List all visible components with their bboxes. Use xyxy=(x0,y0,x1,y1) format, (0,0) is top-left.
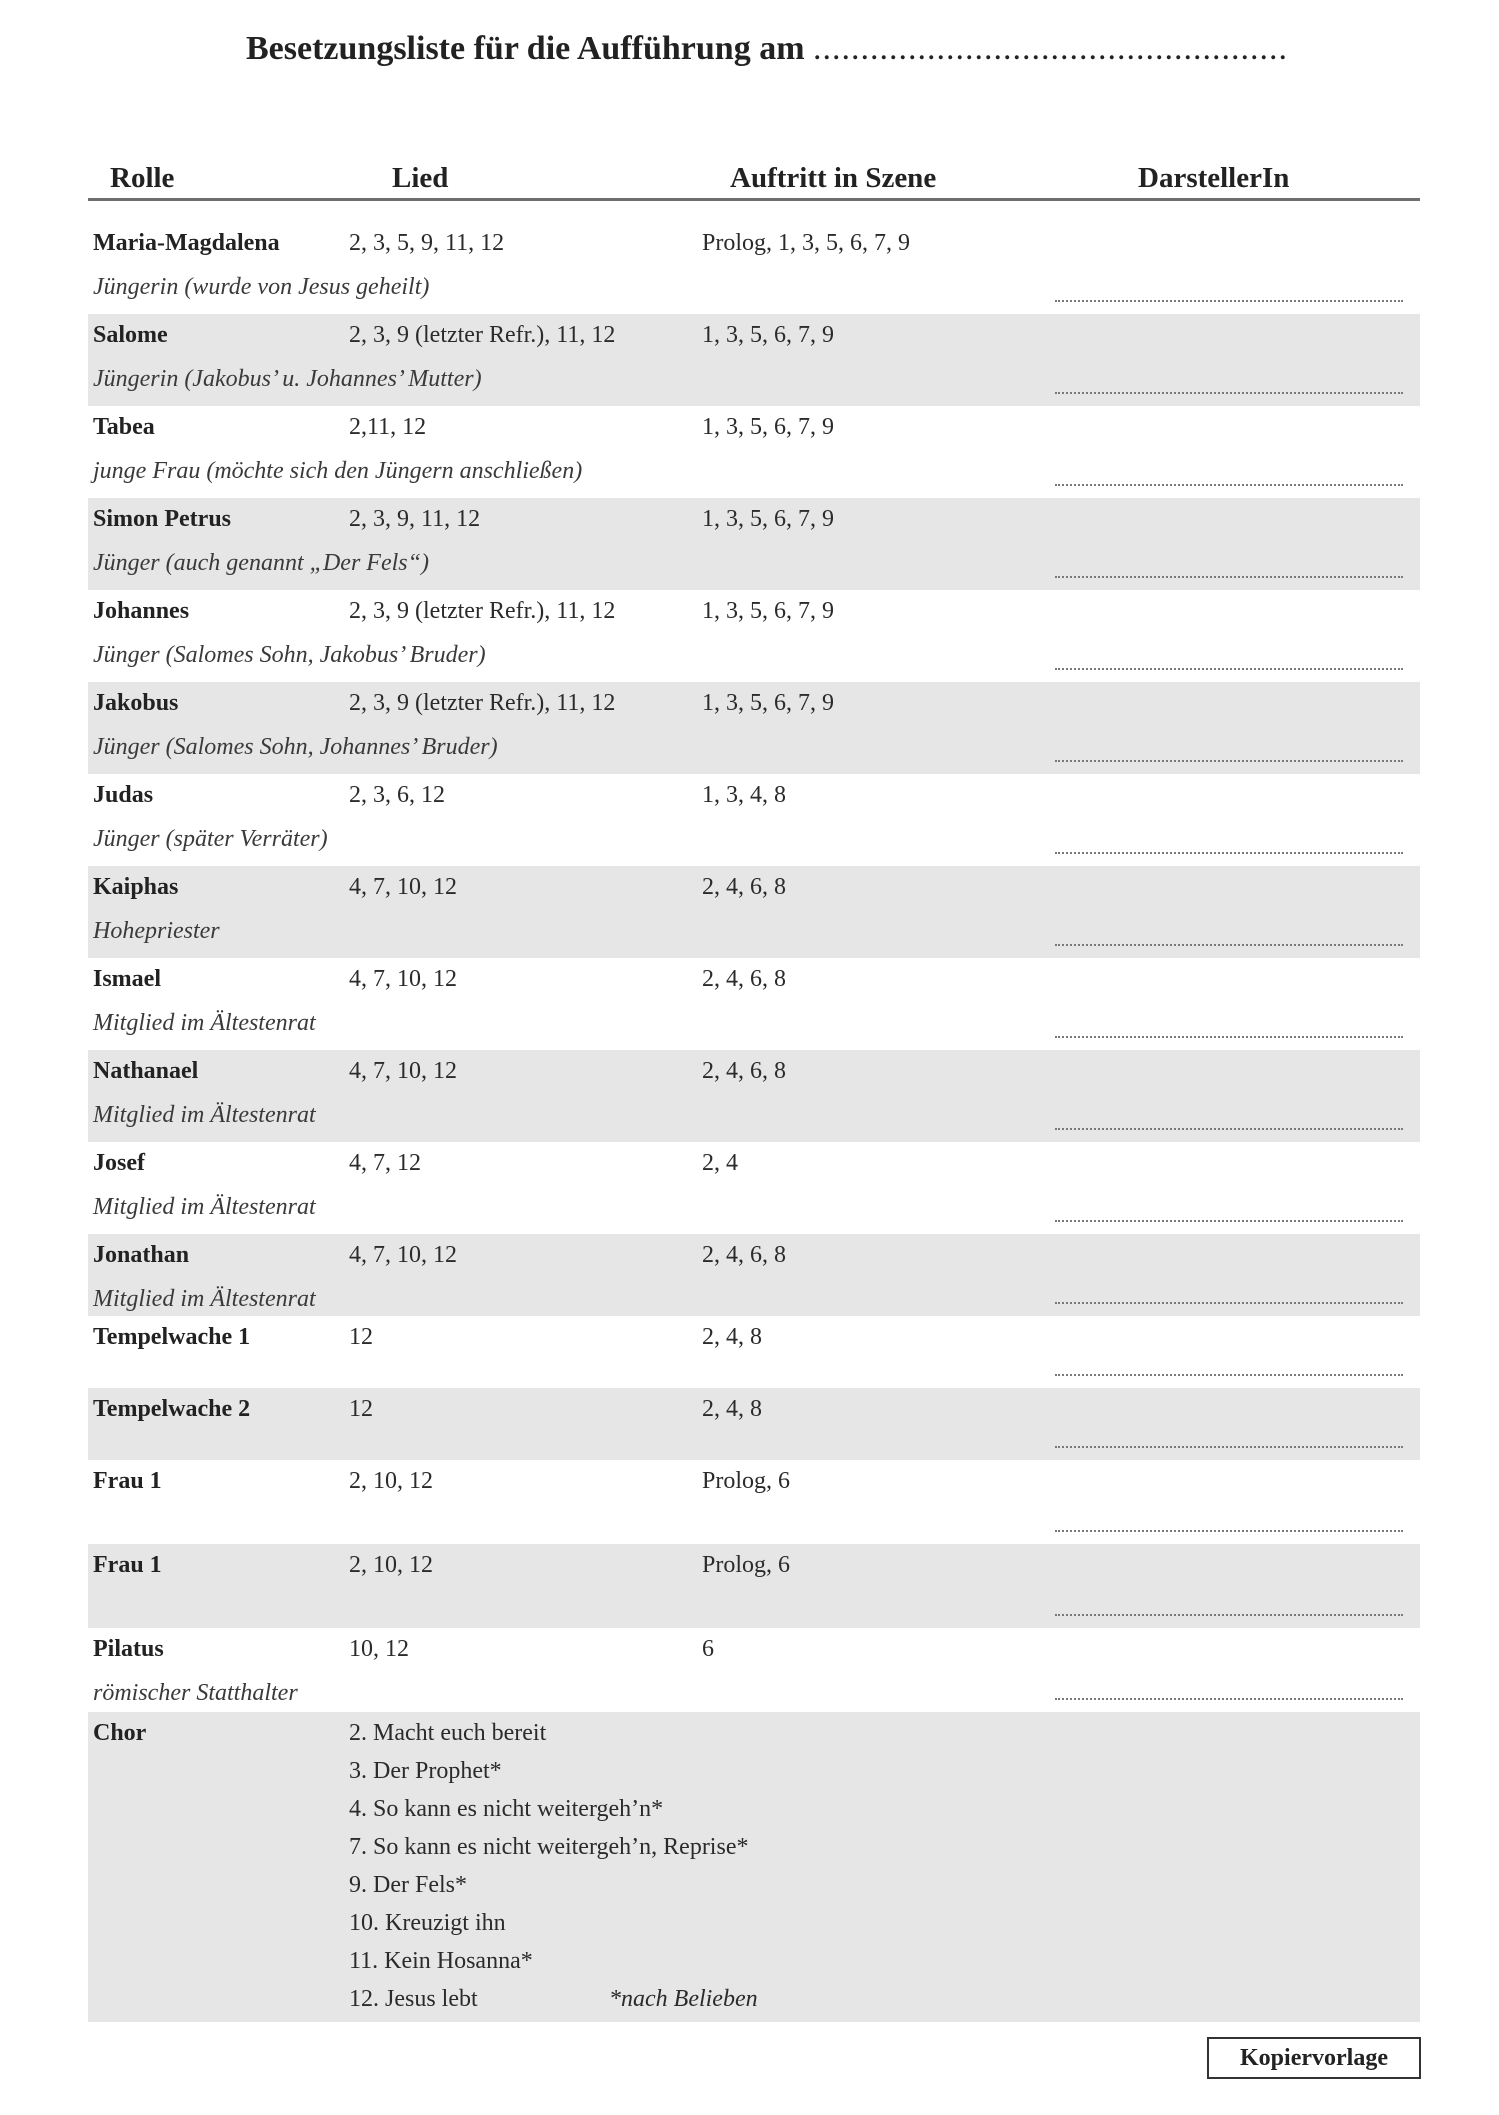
role-szene: 1, 3, 5, 6, 7, 9 xyxy=(702,414,834,440)
darsteller-blank-line xyxy=(1055,668,1403,670)
table-row xyxy=(88,1460,1420,1544)
role-name: Tempelwache 2 xyxy=(93,1396,251,1422)
darsteller-blank-line xyxy=(1055,1446,1403,1448)
role-name: Johannes xyxy=(93,598,190,624)
role-lied: 12 xyxy=(349,1396,373,1422)
darsteller-blank-line xyxy=(1055,760,1403,762)
role-name: Jakobus xyxy=(93,690,179,716)
table-row xyxy=(88,1142,1420,1234)
role-name: Pilatus xyxy=(93,1636,164,1662)
darsteller-blank-line xyxy=(1055,484,1403,486)
role-name: Maria-Magdalena xyxy=(93,230,280,256)
darsteller-blank-line xyxy=(1055,576,1403,578)
role-lied: 2, 10, 12 xyxy=(349,1552,433,1578)
table-row xyxy=(88,406,1420,498)
table-row xyxy=(88,1628,1420,1712)
chor-song: 10. Kreuzigt ihn xyxy=(349,1910,506,1936)
darsteller-blank-line xyxy=(1055,1614,1403,1616)
chor-song: 4. So kann es nicht weitergeh’n* xyxy=(349,1796,664,1822)
role-lied: 2,11, 12 xyxy=(349,414,427,440)
table-row xyxy=(88,498,1420,590)
role-name: Kaiphas xyxy=(93,874,179,900)
table-row xyxy=(88,1234,1420,1316)
role-description: Mitglied im Ältestenrat xyxy=(93,1102,316,1128)
role-szene: 2, 4, 6, 8 xyxy=(702,966,786,992)
table-row xyxy=(88,314,1420,406)
darsteller-blank-line xyxy=(1055,300,1403,302)
role-description: Mitglied im Ältestenrat xyxy=(93,1286,316,1312)
role-description: Hohepriester xyxy=(93,918,220,944)
darsteller-blank-line xyxy=(1055,1128,1403,1130)
role-description: Jünger (Salomes Sohn, Jakobus’ Bruder) xyxy=(93,642,486,668)
role-lied: 2, 10, 12 xyxy=(349,1468,433,1494)
role-szene: 2, 4 xyxy=(702,1150,738,1176)
table-row xyxy=(88,1316,1420,1388)
role-lied: 4, 7, 10, 12 xyxy=(349,874,457,900)
chor-song: 7. So kann es nicht weitergeh’n, Reprise* xyxy=(349,1834,749,1860)
chor-song: 9. Der Fels* xyxy=(349,1872,467,1898)
role-szene: Prolog, 6 xyxy=(702,1552,791,1578)
column-header-rolle: Rolle xyxy=(110,162,175,194)
role-description: Jüngerin (wurde von Jesus geheilt) xyxy=(93,274,430,300)
table-row xyxy=(88,774,1420,866)
column-header-szene: Auftritt in Szene xyxy=(730,162,937,194)
role-szene: 1, 3, 5, 6, 7, 9 xyxy=(702,598,834,624)
role-lied: 4, 7, 10, 12 xyxy=(349,966,457,992)
darsteller-blank-line xyxy=(1055,1302,1403,1304)
role-lied: 2, 3, 9, 11, 12 xyxy=(349,506,481,532)
role-name: Tabea xyxy=(93,414,155,440)
date-blank-line: .................................................. xyxy=(813,30,1289,67)
role-description: Jüngerin (Jakobus’ u. Johannes’ Mutter) xyxy=(93,366,482,392)
role-name: Jonathan xyxy=(93,1242,190,1268)
role-szene: 2, 4, 6, 8 xyxy=(702,874,786,900)
role-name: Josef xyxy=(93,1150,145,1176)
chor-song: 12. Jesus lebt xyxy=(349,1986,478,2012)
table-row xyxy=(88,590,1420,682)
darsteller-blank-line xyxy=(1055,1220,1403,1222)
table-row xyxy=(88,1388,1420,1460)
page-title: Besetzungsliste für die Aufführung am .................................................. xyxy=(246,30,1289,67)
role-description: römischer Statthalter xyxy=(93,1680,298,1706)
role-szene: 1, 3, 5, 6, 7, 9 xyxy=(702,506,834,532)
role-lied: 2, 3, 9 (letzter Refr.), 11, 12 xyxy=(349,598,616,624)
chor-row xyxy=(88,1712,1420,2022)
role-lied: 10, 12 xyxy=(349,1636,409,1662)
column-header-darsteller: DarstellerIn xyxy=(1138,162,1290,194)
role-lied: 2, 3, 9 (letzter Refr.), 11, 12 xyxy=(349,690,616,716)
role-szene: 1, 3, 5, 6, 7, 9 xyxy=(702,690,834,716)
table-row xyxy=(88,1050,1420,1142)
role-szene: 6 xyxy=(702,1636,714,1662)
table-row xyxy=(88,1544,1420,1628)
role-lied: 2, 3, 9 (letzter Refr.), 11, 12 xyxy=(349,322,616,348)
role-name: Salome xyxy=(93,322,168,348)
chor-name: Chor xyxy=(93,1720,147,1746)
role-name: Frau 1 xyxy=(93,1552,162,1578)
table-row xyxy=(88,682,1420,774)
role-name: Simon Petrus xyxy=(93,506,231,532)
darsteller-blank-line xyxy=(1055,852,1403,854)
role-szene: 2, 4, 6, 8 xyxy=(702,1058,786,1084)
role-description: junge Frau (möchte sich den Jüngern anschließen) xyxy=(93,458,583,484)
role-lied: 12 xyxy=(349,1324,373,1350)
table-row xyxy=(88,958,1420,1050)
chor-song: 11. Kein Hosanna* xyxy=(349,1948,533,1974)
chor-song: 2. Macht euch bereit xyxy=(349,1720,547,1746)
role-name: Judas xyxy=(93,782,154,808)
darsteller-blank-line xyxy=(1055,1036,1403,1038)
darsteller-blank-line xyxy=(1055,944,1403,946)
kopiervorlage-label: Kopiervorlage xyxy=(1207,2037,1421,2079)
role-lied: 2, 3, 6, 12 xyxy=(349,782,445,808)
table-row xyxy=(88,222,1420,314)
role-szene: 1, 3, 4, 8 xyxy=(702,782,786,808)
role-szene: 2, 4, 8 xyxy=(702,1324,762,1350)
role-lied: 4, 7, 12 xyxy=(349,1150,421,1176)
chor-note: *nach Belieben xyxy=(609,1986,758,2012)
darsteller-blank-line xyxy=(1055,1698,1403,1700)
role-name: Ismael xyxy=(93,966,161,992)
role-szene: 2, 4, 6, 8 xyxy=(702,1242,786,1268)
darsteller-blank-line xyxy=(1055,1530,1403,1532)
role-description: Mitglied im Ältestenrat xyxy=(93,1010,316,1036)
role-description: Jünger (Salomes Sohn, Johannes’ Bruder) xyxy=(93,734,498,760)
column-header-lied: Lied xyxy=(392,162,449,194)
header-divider xyxy=(88,198,1420,201)
role-lied: 4, 7, 10, 12 xyxy=(349,1242,457,1268)
role-szene: Prolog, 1, 3, 5, 6, 7, 9 xyxy=(702,230,911,256)
role-szene: Prolog, 6 xyxy=(702,1468,791,1494)
role-description: Jünger (später Verräter) xyxy=(93,826,328,852)
role-name: Tempelwache 1 xyxy=(93,1324,251,1350)
chor-song: 3. Der Prophet* xyxy=(349,1758,502,1784)
table-row xyxy=(88,866,1420,958)
darsteller-blank-line xyxy=(1055,392,1403,394)
darsteller-blank-line xyxy=(1055,1374,1403,1376)
role-lied: 2, 3, 5, 9, 11, 12 xyxy=(349,230,505,256)
role-szene: 2, 4, 8 xyxy=(702,1396,762,1422)
role-lied: 4, 7, 10, 12 xyxy=(349,1058,457,1084)
role-name: Frau 1 xyxy=(93,1468,162,1494)
role-description: Jünger (auch genannt „Der Fels“) xyxy=(93,550,429,576)
role-szene: 1, 3, 5, 6, 7, 9 xyxy=(702,322,834,348)
role-description: Mitglied im Ältestenrat xyxy=(93,1194,316,1220)
role-name: Nathanael xyxy=(93,1058,199,1084)
